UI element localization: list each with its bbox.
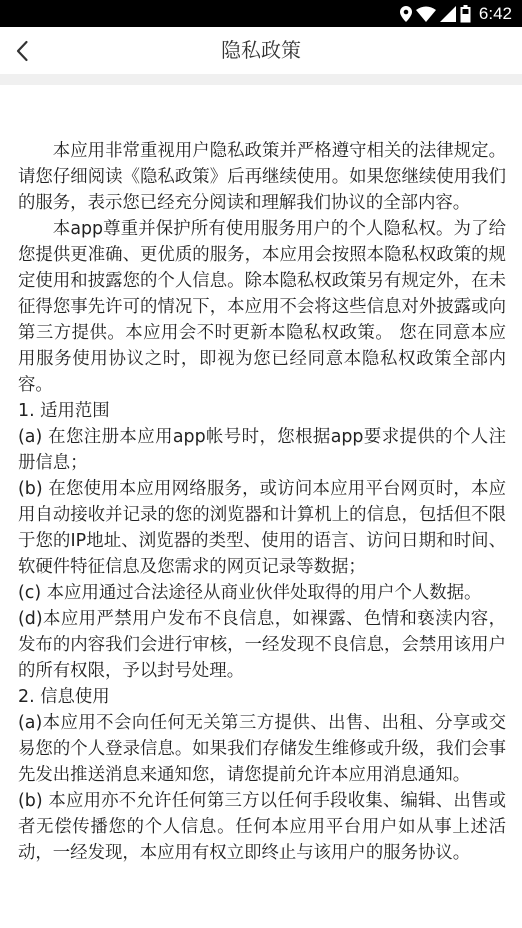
location-icon bbox=[400, 6, 412, 22]
usage-item-a: (a)本应用不会向任何无关第三方提供、出售、出租、分享或交易您的个人登录信息。如果我们存储发生维修或升级，我们会事先发出推送消息来通知您，请您提前允许本应用消息通知。 bbox=[18, 713, 506, 785]
page-title: 隐私政策 bbox=[221, 38, 301, 62]
section-heading-usage: 2. 信息使用 bbox=[18, 687, 110, 707]
status-bar bbox=[0, 0, 522, 27]
usage-item-b: (b) 本应用亦不允许任何第三方以任何手段收集、编辑、出售或者无偿传播您的个人信息。任何本应用平台用户如从事上述活动，一经发现，本应用有权立即终止与该用户的服务协议。 bbox=[18, 791, 506, 863]
policy-content[interactable] bbox=[18, 138, 506, 866]
status-icons bbox=[396, 0, 512, 27]
privacy-paragraph: 本app尊重并保护所有使用服务用户的个人隐私权。为了给您提供更准确、更优质的服务，本应用会按照本隐私权政策的规定使用和披露您的个人信息。除本隐私权政策另有规定外，在未征得您事先许可的情况下，本应用不会将这些信息对外披露或向第三方提供。本应用会不时更新本隐私权政策。 您在同意本应用服务使用协议之时，即视为您已经同意本隐私权政策全部内容。 bbox=[18, 219, 506, 395]
header-divider bbox=[0, 74, 522, 85]
section-heading-scope: 1. 适用范围 bbox=[18, 401, 110, 421]
scope-item-c: (c) 本应用通过合法途径从商业伙伴处取得的用户个人数据。 bbox=[18, 583, 482, 603]
app-bar bbox=[0, 27, 522, 74]
wifi-icon bbox=[416, 6, 436, 22]
scope-item-a: (a) 在您注册本应用app帐号时，您根据app要求提供的个人注册信息； bbox=[18, 427, 506, 473]
battery-icon bbox=[460, 5, 471, 23]
status-time: 6:42 bbox=[478, 3, 512, 23]
scope-item-b: (b) 在您使用本应用网络服务，或访问本应用平台网页时，本应用自动接收并记录的您的浏览器和计算机上的信息，包括但不限于您的IP地址、浏览器的类型、使用的语言、访问日期和时间、软硬件特征信息及您需求的网页记录等数据； bbox=[18, 479, 506, 577]
scope-item-d: (d)本应用严禁用户发布不良信息，如裸露、色情和亵渎内容，发布的内容我们会进行审核，一经发现不良信息，会禁用该用户的所有权限，予以封号处理。 bbox=[18, 609, 506, 681]
signal-icon bbox=[440, 6, 456, 22]
intro-paragraph: 本应用非常重视用户隐私政策并严格遵守相关的法律规定。请您仔细阅读《隐私政策》后再继续使用。如果您继续使用我们的服务，表示您已经充分阅读和理解我们协议的全部内容。 bbox=[18, 141, 506, 213]
